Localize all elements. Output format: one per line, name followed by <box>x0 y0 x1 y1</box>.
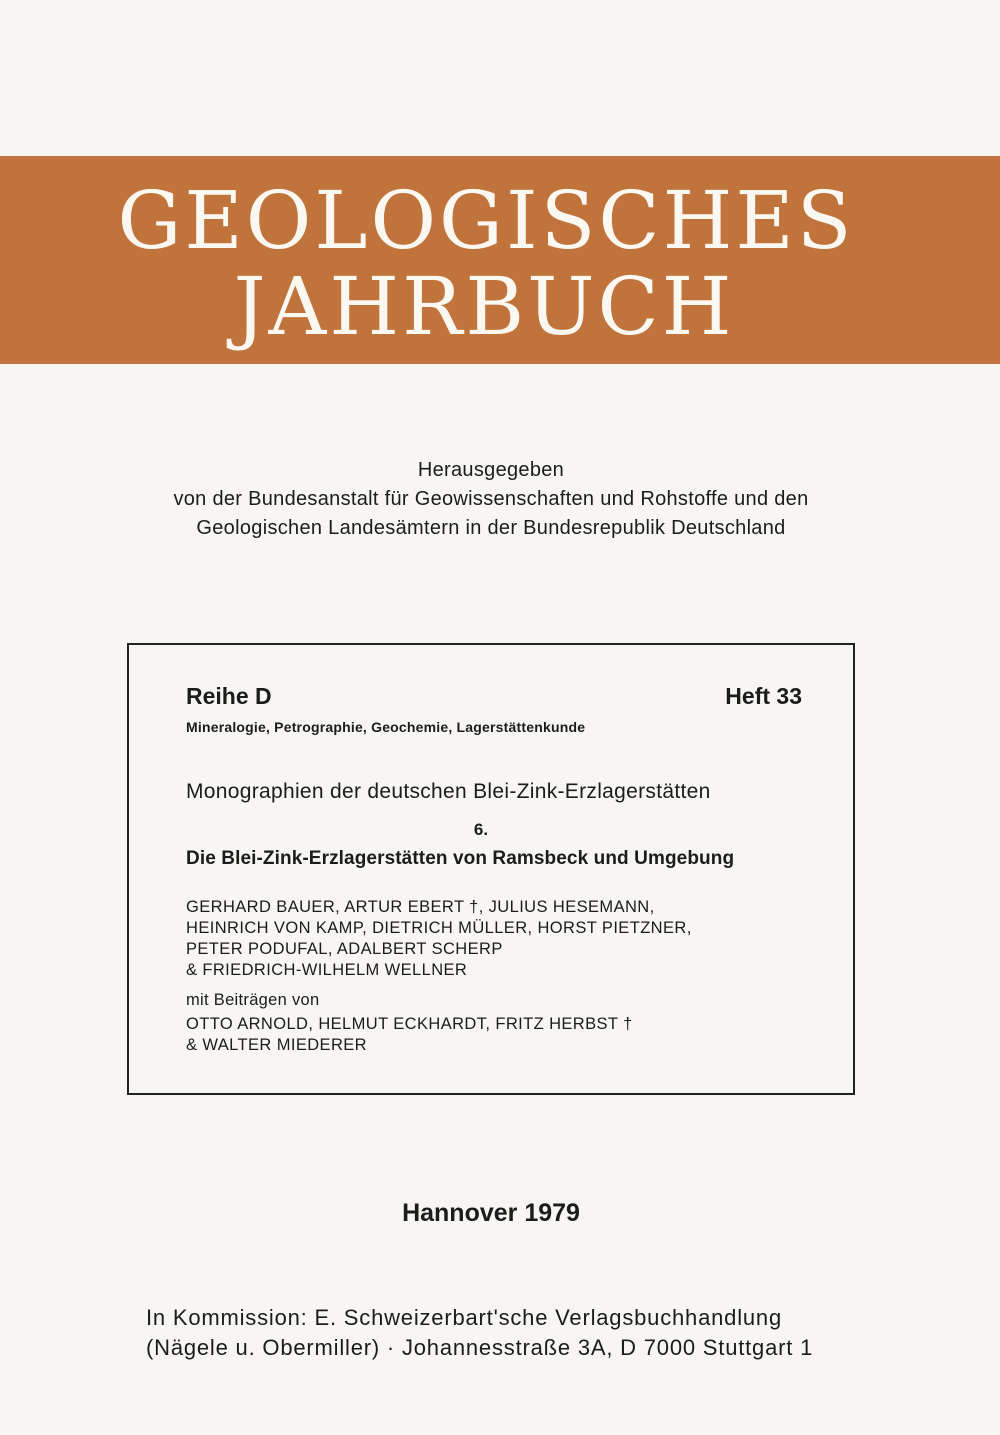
subject-areas: Mineralogie, Petrographie, Geochemie, Lagerstättenkunde <box>186 719 586 735</box>
monograph-title: Die Blei-Zink-Erzlagerstätten von Ramsbeck und Umgebung <box>186 848 735 869</box>
distributor-line-2: (Nägele u. Obermiller) · Johannesstraße 3A, D 7000 Stuttgart 1 <box>146 1335 814 1360</box>
publisher-line-3: Geologischen Landesämtern in der Bundesrepublik Deutschland <box>196 517 786 539</box>
place-and-year: Hannover 1979 <box>402 1199 580 1227</box>
author-line: PETER PODUFAL, ADALBERT SCHERP <box>186 940 503 958</box>
contributor-list <box>186 1014 633 1056</box>
contributor-line: & WALTER MIEDERER <box>186 1036 367 1054</box>
publisher-line-1: Herausgegeben <box>417 459 565 481</box>
publisher-statement <box>0 456 982 543</box>
issue-label: Heft 33 <box>725 683 802 709</box>
contributor-line: OTTO ARNOLD, HELMUT ECKHARDT, FRITZ HERBST † <box>186 1015 633 1033</box>
volume-number: 6. <box>473 820 489 839</box>
distributor-imprint <box>146 1303 813 1363</box>
issue-info-box <box>127 643 855 1095</box>
series-label: Reihe D <box>186 683 272 709</box>
distributor-line-1: In Kommission: E. Schweizerbart'sche Verlagsbuchhandlung <box>146 1305 782 1330</box>
publisher-line-2: von der Bundesanstalt für Geowissenschaften und Rohstoffe und den <box>173 488 809 510</box>
author-line: GERHARD BAUER, ARTUR EBERT †, JULIUS HESEMANN, <box>186 898 655 916</box>
author-line: HEINRICH VON KAMP, DIETRICH MÜLLER, HORST PIETZNER, <box>186 919 692 937</box>
journal-title-line-2: JAHRBUCH <box>233 260 735 353</box>
contributors-intro: mit Beiträgen von <box>186 991 320 1009</box>
author-list <box>186 897 692 981</box>
monograph-series-title: Monographien der deutschen Blei-Zink-Erzlagerstätten <box>186 780 711 803</box>
journal-title-line-1: GEOLOGISCHES <box>117 174 855 267</box>
author-line: & FRIEDRICH-WILHELM WELLNER <box>186 961 468 979</box>
